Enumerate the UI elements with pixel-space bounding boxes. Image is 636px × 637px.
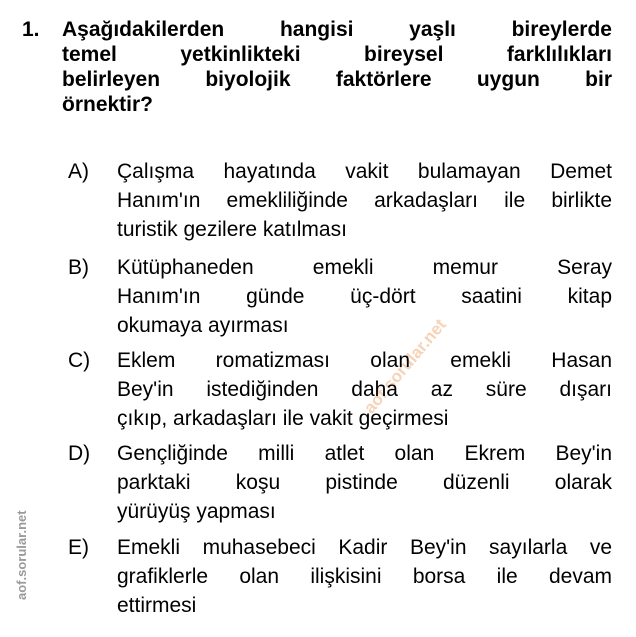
question-line: temel yetkinlikteki bireysel farklılıkları — [62, 43, 612, 66]
watermark-diagonal: aof.sorular.net — [360, 315, 450, 418]
option-line: parktaki koşu pistinde düzenli olarak — [117, 471, 612, 494]
option-line: Kütüphaneden emekli memur Seray — [117, 256, 612, 279]
option-line: Eklem romatizması olan emekli Hasan — [117, 349, 612, 372]
option-letter: A) — [68, 160, 89, 183]
option-line: çıkıp, arkadaşları ile vakit geçirmesi — [117, 407, 449, 430]
option-line: Hanım'ın günde üç-dört saatini kitap — [117, 285, 612, 308]
option-text — [117, 439, 612, 526]
option-line: ettirmesi — [117, 594, 197, 617]
question-number: 1. — [22, 18, 40, 41]
option-text — [117, 346, 612, 433]
option-line: Gençliğinde milli atlet olan Ekrem Bey'in — [117, 442, 612, 465]
question-line: belirleyen biyolojik faktörlere uygun bir — [62, 68, 612, 91]
option-text — [117, 157, 612, 244]
option-letter: D) — [68, 442, 91, 465]
option-letter: C) — [68, 349, 91, 372]
question-text — [62, 17, 612, 117]
option-line: grafiklerle olan ilişkisini borsa ile devam — [117, 565, 612, 588]
question-line: Aşağıdakilerden hangisi yaşlı bireylerde — [62, 18, 612, 41]
option-text — [117, 533, 612, 620]
option-line: Hanım'ın emekliliğinde arkadaşları ile birlikte — [117, 189, 612, 212]
option-line: yürüyüş yapması — [117, 500, 276, 523]
option-text — [117, 253, 612, 340]
question-line: örnektir? — [62, 93, 154, 116]
option-line: Bey'in istediğinden daha az süre dışarı — [117, 378, 612, 401]
watermark-side: aof.sorular.net — [14, 510, 29, 600]
option-line: turistik gezilere katılması — [117, 218, 347, 241]
option-line: Emekli muhasebeci Kadir Bey'in sayılarla ve — [117, 536, 612, 559]
option-letter: B) — [68, 256, 89, 279]
option-line: Çalışma hayatında vakit bulamayan Demet — [117, 160, 612, 183]
option-letter: E) — [68, 536, 89, 559]
option-line: okumaya ayırması — [117, 314, 289, 337]
